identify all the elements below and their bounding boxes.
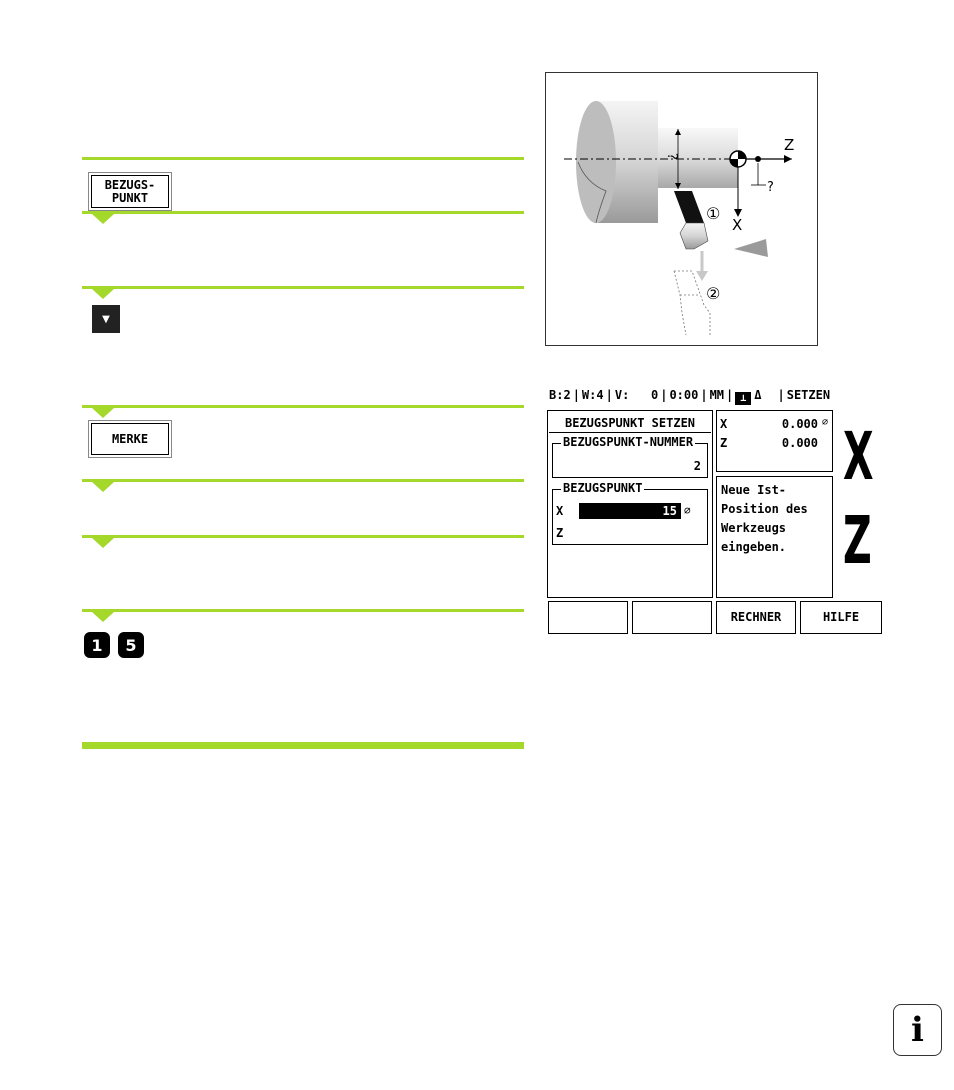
pos-z-value: 0.000: [781, 436, 818, 450]
arrow-down-key[interactable]: [92, 305, 120, 333]
step-divider: [82, 157, 524, 160]
step-arrow-icon: [92, 482, 114, 492]
step-arrow-icon: [92, 289, 114, 299]
status-bar: B:2 | W:4 | V: 0 | 0:00 | MM | ⊥ Δ | SETZEN: [549, 388, 831, 404]
status-unit: MM: [709, 388, 725, 402]
help-line: eingeben.: [721, 540, 787, 554]
digit-5-key[interactable]: 5: [118, 632, 144, 658]
delta-icon: Δ: [754, 388, 762, 402]
point-box-title: BEZUGSPUNKT: [563, 481, 643, 495]
svg-text:②: ②: [706, 284, 721, 303]
svg-text:?: ?: [767, 180, 774, 195]
lathe-drawing: [546, 73, 817, 345]
step-arrow-icon: [92, 408, 114, 418]
help-line: Werkzeugs: [721, 521, 787, 535]
point-box: [552, 481, 708, 545]
pos-x-value: 0.000: [781, 417, 818, 431]
lathe-figure: [545, 72, 818, 346]
step-divider: [82, 286, 524, 289]
svg-text:X: X: [732, 216, 743, 234]
diameter-icon: ⌀: [684, 504, 691, 517]
rechner-softkey[interactable]: RECHNER: [716, 601, 796, 634]
number-box-title: BEZUGSPUNKT-NUMMER: [563, 435, 694, 449]
svg-text:①: ①: [706, 204, 721, 223]
info-icon: i: [893, 1004, 942, 1056]
step-arrow-icon: [92, 612, 114, 622]
step-arrow-icon: [92, 538, 114, 548]
pos-z-label: Z: [720, 436, 728, 450]
status-time: 0:00: [669, 388, 699, 402]
number-box: [552, 435, 708, 478]
step-arrow-icon: [92, 214, 114, 224]
status-w: W:4: [581, 388, 604, 402]
help-line: Position des: [721, 502, 808, 516]
status-b: B:2: [549, 388, 571, 402]
svg-text:Z: Z: [784, 136, 795, 154]
diameter-icon: ⌀: [821, 417, 828, 428]
tool-icon: ⊥: [735, 392, 751, 405]
number-field[interactable]: 2: [693, 459, 701, 473]
svg-text:?: ?: [664, 153, 679, 160]
arrow-down-icon: ▼: [102, 313, 110, 325]
digit-1-key[interactable]: 1: [84, 632, 110, 658]
step-divider: [82, 405, 524, 408]
step-divider: [82, 609, 524, 612]
help-panel: [716, 476, 833, 598]
pos-x-label: X: [720, 417, 728, 431]
step-divider: [82, 211, 524, 214]
panel-header: BEZUGSPUNKT SETZEN: [564, 416, 696, 430]
step-divider: [82, 535, 524, 538]
status-mode: SETZEN: [786, 388, 831, 402]
big-axis-z: Z: [843, 502, 872, 579]
header-underline: [549, 432, 711, 433]
bezugspunkt-softkey[interactable]: BEZUGS- PUNKT: [91, 175, 169, 208]
softkey-1[interactable]: [548, 601, 628, 634]
point-x-input[interactable]: 15: [579, 503, 681, 519]
point-x-label: X: [556, 504, 564, 518]
help-line: Neue Ist-: [721, 483, 787, 497]
step-divider: [82, 479, 524, 482]
softkey-2[interactable]: [632, 601, 712, 634]
hilfe-softkey[interactable]: HILFE: [800, 601, 882, 634]
status-v: V: 0: [614, 388, 659, 402]
position-panel: [716, 410, 833, 472]
point-z-label: Z: [556, 526, 564, 540]
big-axis-x: X: [843, 418, 874, 495]
merke-softkey[interactable]: MERKE: [91, 423, 169, 455]
section-end-bar: [82, 742, 524, 749]
